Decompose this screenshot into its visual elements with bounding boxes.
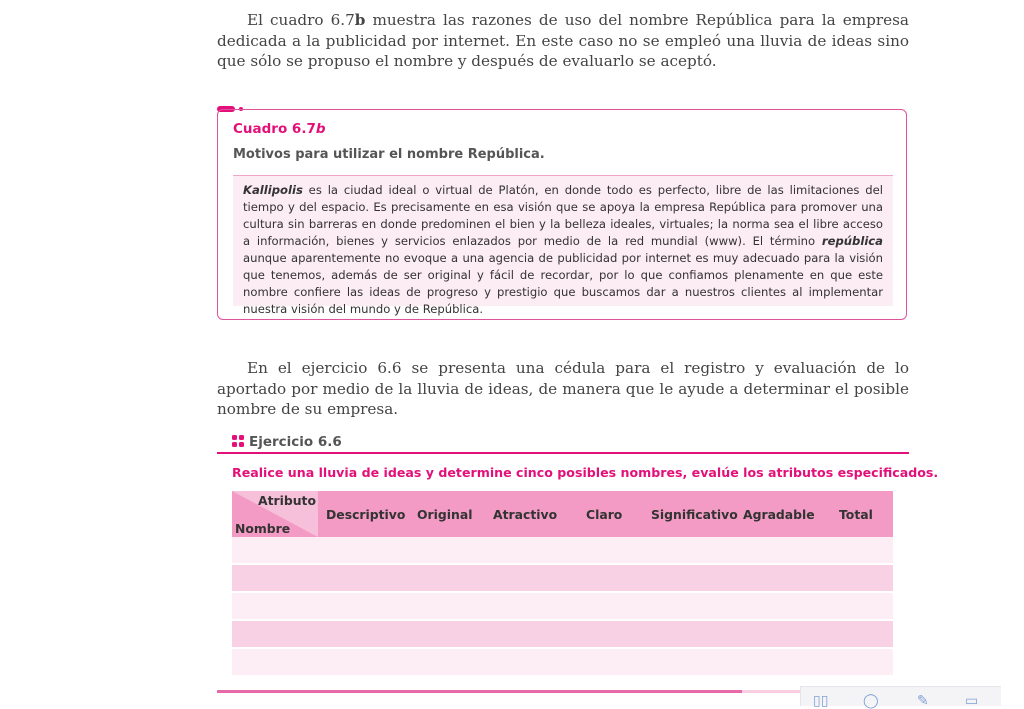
paragraph-text: El cuadro 6.7 bbox=[247, 11, 355, 29]
table-row[interactable] bbox=[232, 537, 893, 565]
table-row[interactable] bbox=[232, 565, 893, 593]
col-header-atractivo: Atractivo bbox=[493, 507, 558, 522]
col-header-descriptivo: Descriptivo bbox=[326, 507, 406, 522]
corner-name-label: Nombre bbox=[235, 521, 291, 536]
cuadro-title bbox=[233, 121, 326, 137]
cuadro-text-part2: aunque aparentemente no evoque a una agencia de publicidad por internet es muy adecuado para la visión que tenemos, además de ser original y fácil de recordar, por lo que confiamos plenamente en que este nombre confiere las ideas de progreso y prestigio que buscamos dar a nuestros clientes al implementar nuestra visión del mundo y de República. bbox=[243, 251, 883, 316]
search-icon[interactable]: ◯ bbox=[863, 693, 879, 709]
corner-header-cell bbox=[232, 491, 318, 537]
exercise-intro-paragraph bbox=[217, 358, 909, 420]
col-header-original: Original bbox=[417, 507, 473, 522]
paragraph-bold-letter: b bbox=[354, 11, 366, 29]
col-header-total: Total bbox=[839, 507, 873, 522]
reader-toolbar bbox=[800, 686, 1001, 709]
cuadro-title-text: Cuadro 6.7 bbox=[233, 121, 316, 137]
cuadro-title-suffix: b bbox=[315, 121, 326, 137]
edit-icon[interactable]: ✎ bbox=[917, 693, 929, 709]
cuadro-body-text bbox=[233, 175, 893, 316]
columns-icon[interactable]: ▯▯ bbox=[813, 693, 829, 709]
comment-icon[interactable]: ▭ bbox=[965, 693, 979, 709]
table-row[interactable] bbox=[232, 621, 893, 649]
paragraph-text: En el ejercicio 6.6 se presenta una cédula para el registro y evaluación de lo aportado por medio de la lluvia de ideas, de manera que le ayude a determinar el posible nombre de su empresa. bbox=[217, 359, 909, 418]
term-kallipolis: Kallipolis bbox=[243, 183, 303, 197]
col-header-agradable: Agradable bbox=[743, 507, 815, 522]
paragraph-text: muestra las razones de uso del nombre República para la empresa dedicada a la publicidad por internet. En este caso no se empleó una lluvia de ideas sino que sólo se propuso el nombre y después de evaluarlo se aceptó. bbox=[217, 11, 909, 70]
table-row[interactable] bbox=[232, 649, 893, 677]
col-header-significativo: Significativo bbox=[651, 507, 738, 522]
table-row[interactable] bbox=[232, 593, 893, 621]
exercise-title: Ejercicio 6.6 bbox=[249, 434, 342, 450]
page-progress-bar bbox=[217, 690, 742, 693]
corner-attribute-label: Atributo bbox=[258, 493, 316, 508]
cuadro-subtitle: Motivos para utilizar el nombre República. bbox=[233, 147, 545, 162]
cuadro-text-part1: es la ciudad ideal o virtual de Platón, en donde todo es perfecto, libre de las limitaciones del tiempo y del espacio. Es precisamente en esa visión que se apoya la empresa República para promover una cultura sin barreras en donde predominen el bien y la belleza ideales, virtuales; la norma sea el libre acceso a información, bienes y servicios enlazados por medio de la red mundial (www). El término bbox=[243, 183, 883, 248]
exercise-instruction: Realice una lluvia de ideas y determine cinco posibles nombres, evalúe los atributos especificados. bbox=[232, 465, 939, 480]
table-header bbox=[232, 491, 893, 537]
col-header-claro: Claro bbox=[586, 507, 623, 522]
evaluation-table bbox=[232, 491, 893, 677]
intro-paragraph bbox=[217, 10, 909, 72]
exercise-flower-icon bbox=[232, 435, 245, 448]
term-republica: república bbox=[821, 234, 883, 248]
exercise-rule bbox=[217, 452, 909, 454]
